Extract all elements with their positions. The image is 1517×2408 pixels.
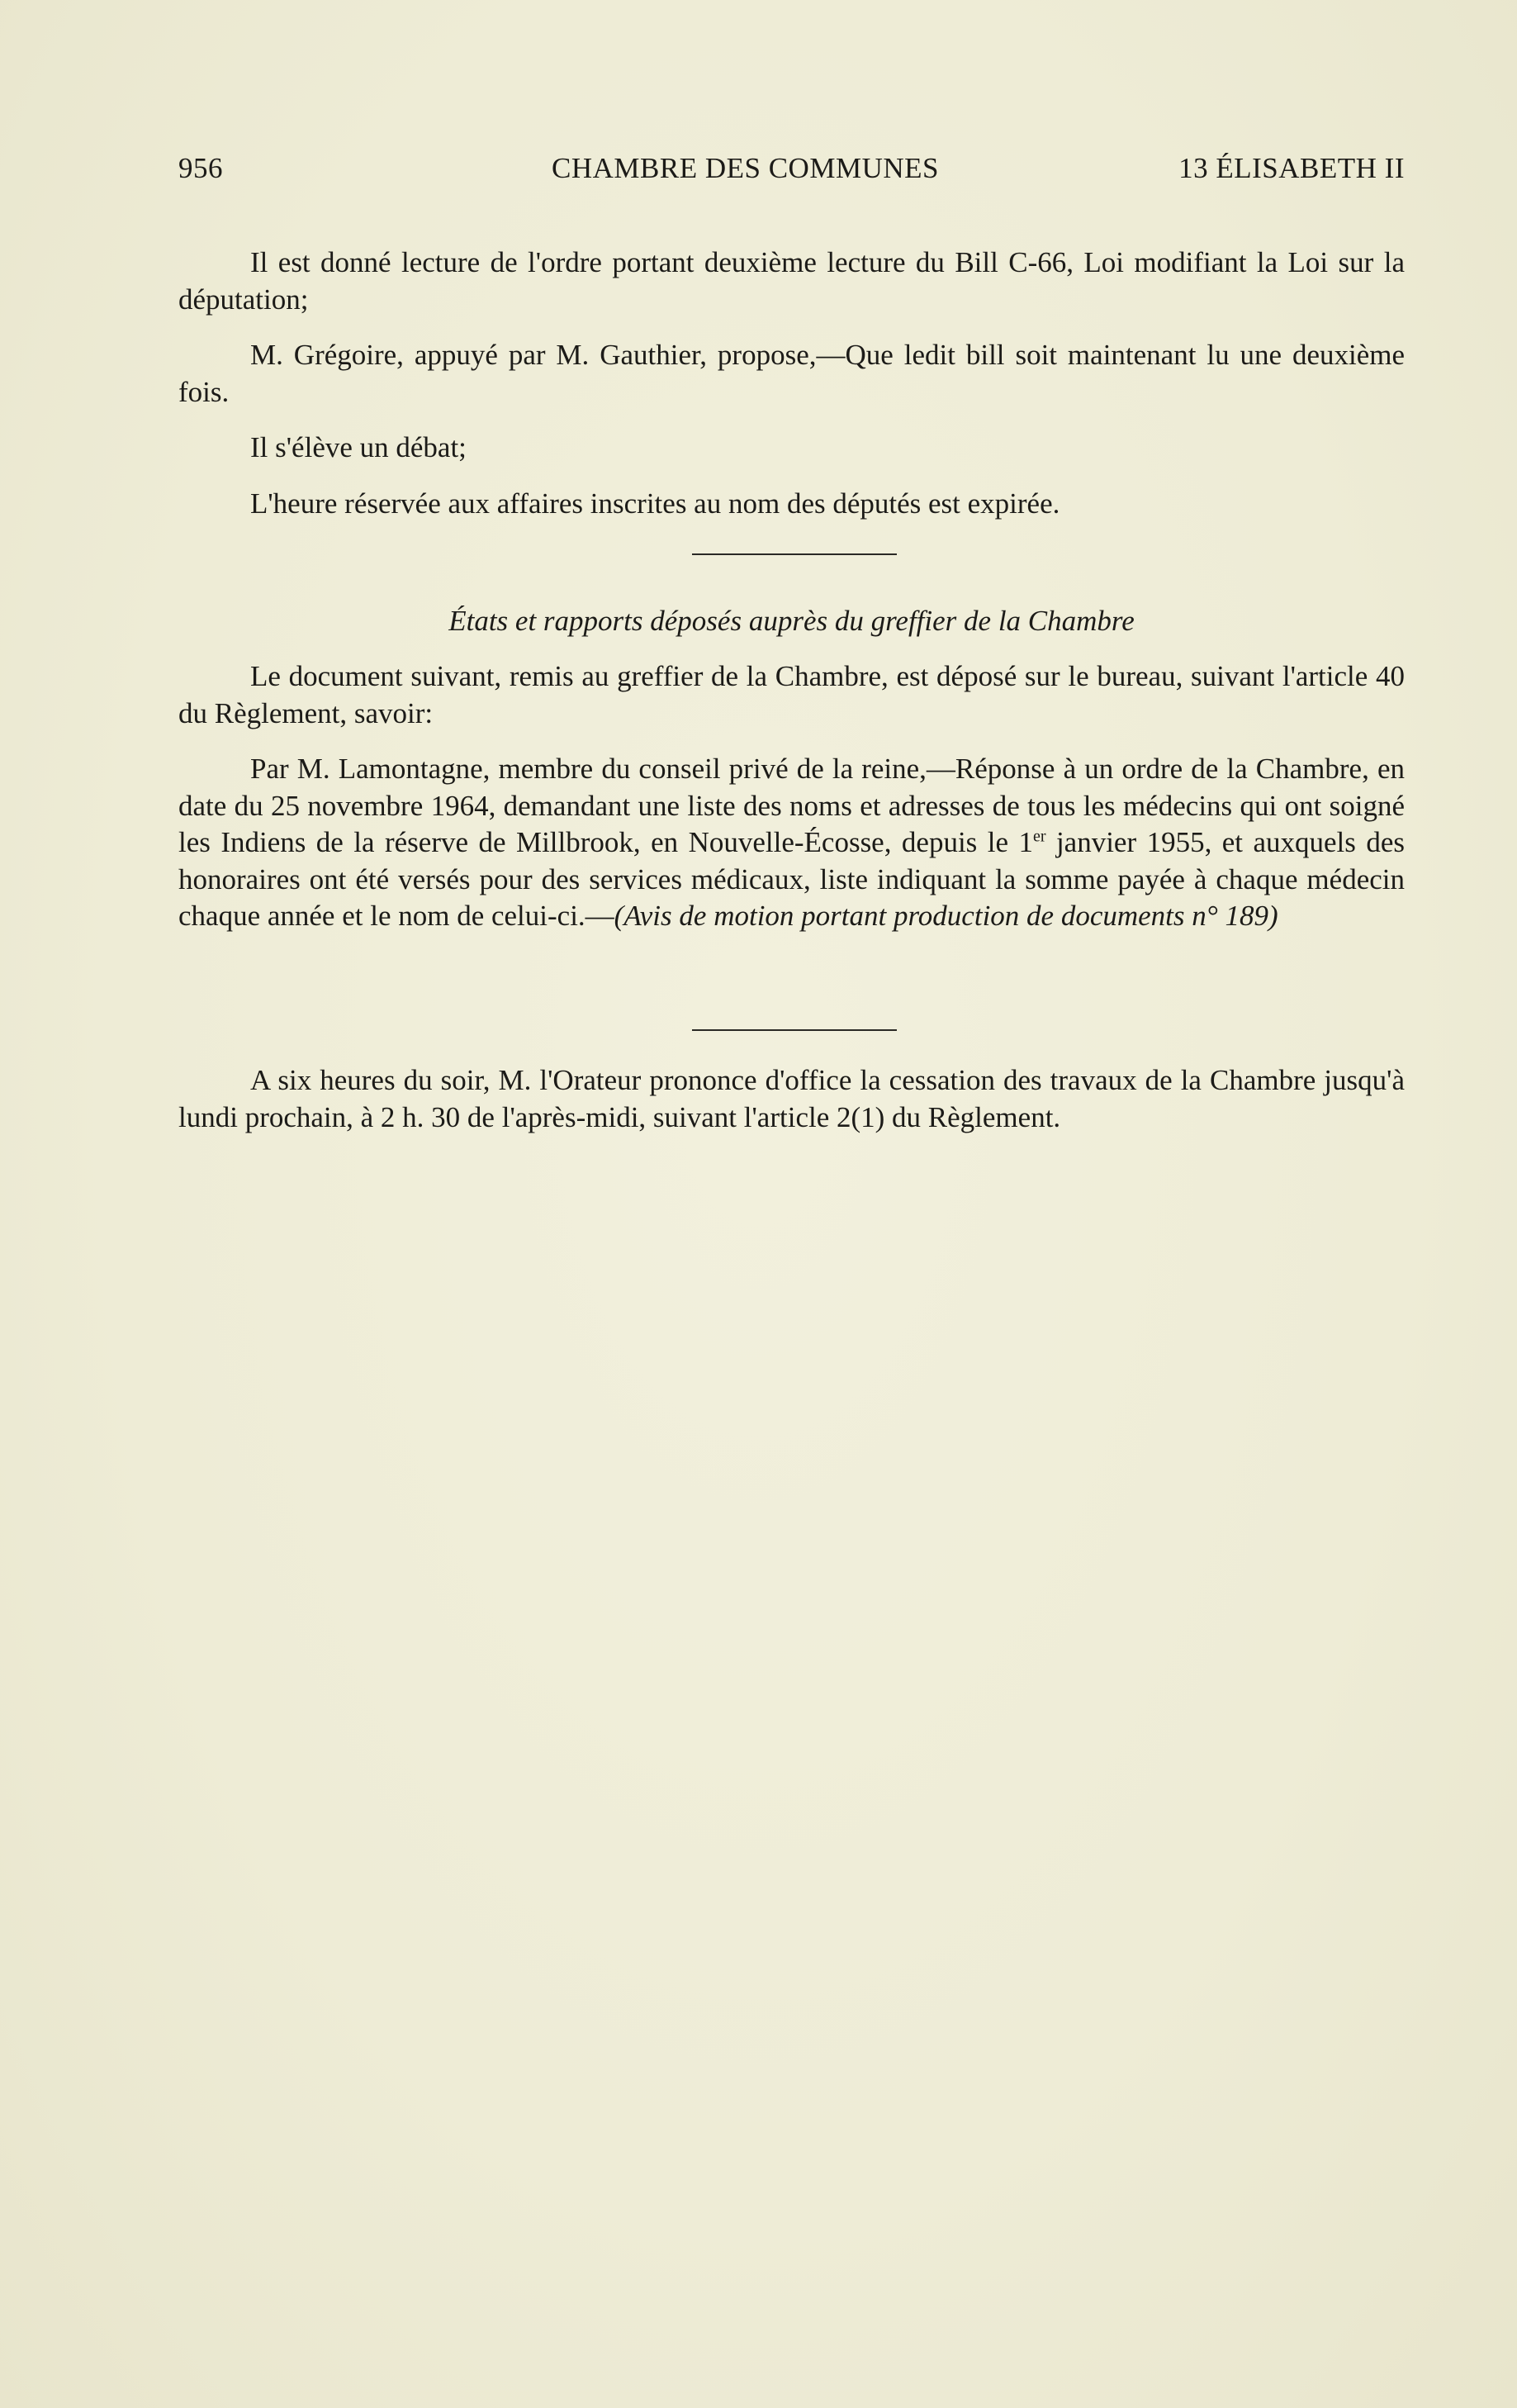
paragraph-hour-expired: L'heure réservée aux affaires inscrites au nom des députés est expirée.	[250, 487, 1060, 520]
ordinal-superscript: er	[1032, 827, 1046, 846]
paragraph-debate: Il s'élève un débat;	[250, 431, 467, 463]
adjournment-section	[178, 1062, 1405, 1136]
paragraph-document-tabled: Le document suivant, remis au greffier de la Chambre, est déposé sur le bureau, suivant l'article 40 du Règlement, savoir:	[178, 660, 1405, 729]
paragraph-motion: M. Grégoire, appuyé par M. Gauthier, propose,—Que ledit bill soit maintenant lu une deuxième fois.	[178, 339, 1405, 408]
section-divider-bottom	[692, 1029, 897, 1031]
page-number: 956	[178, 152, 223, 184]
chamber-title: CHAMBRE DES COMMUNES	[552, 152, 939, 184]
running-header	[178, 152, 1405, 193]
return-text-part1: Par M. Lamontagne, membre du conseil privé de la reine,—Réponse à un ordre de la Chambre, en date du 25 novembre 1964, demandant une liste des noms et adresses de tous les médecins qui ont soigné les Indiens de la réserve de Millbrook, en Nouvelle-Écosse, depuis le 1	[178, 753, 1405, 858]
section-heading: États et rapports déposés auprès du greffier de la Chambre	[448, 605, 1135, 637]
section-divider-top	[692, 553, 897, 555]
paragraph-second-reading: Il est donné lecture de l'ordre portant deuxième lecture du Bill C-66, Loi modifiant la Loi sur la députation;	[178, 246, 1405, 316]
notice-of-motion-reference: (Avis de motion portant production de documents n° 189)	[614, 900, 1278, 932]
paragraph-adjournment: A six heures du soir, M. l'Orateur prononce d'office la cessation des travaux de la Chambre jusqu'à lundi prochain, à 2 h. 30 de l'après-midi, suivant l'article 2(1) du Règlement.	[178, 1064, 1405, 1133]
regnal-year: 13 ÉLISABETH II	[1178, 152, 1405, 184]
returns-section	[178, 658, 1405, 935]
paragraph-return-lamontagne	[178, 751, 1405, 935]
opening-proceedings	[178, 245, 1405, 522]
return-text-part2: janvier 1955, et auxquels des honoraires ont été versés pour des services médicaux, liste indiquant la somme payée à chaque médecin chaque année et le nom de celui-ci.—	[178, 826, 1405, 932]
